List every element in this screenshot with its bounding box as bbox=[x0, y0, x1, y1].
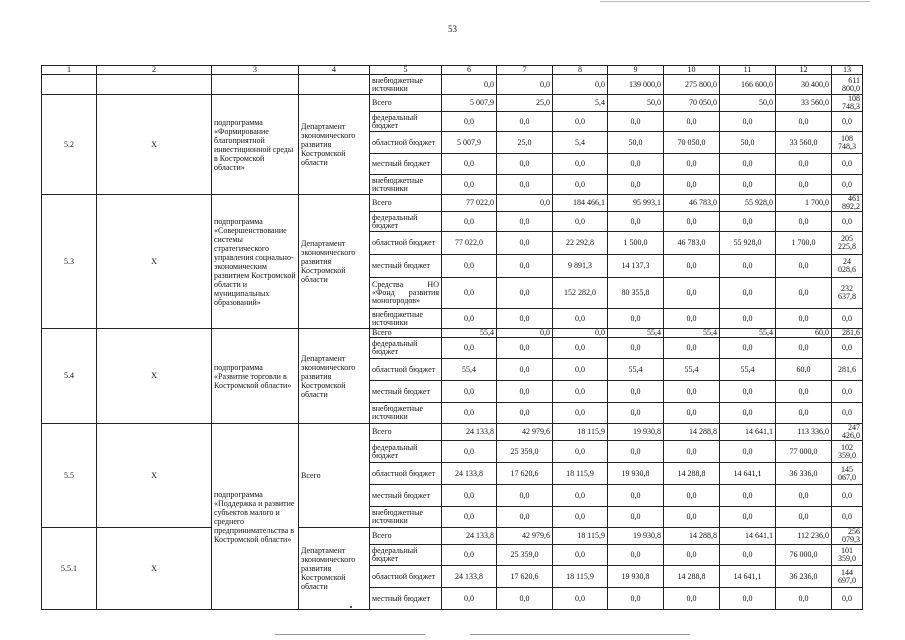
value-cell: 0,0 bbox=[442, 338, 497, 359]
executor-name: Департамент экономического развития Костромской области bbox=[299, 329, 370, 424]
value-cell: 0,0 bbox=[553, 507, 608, 528]
value-cell: 0,0 bbox=[776, 507, 832, 528]
column-header: 7 bbox=[497, 66, 553, 75]
funding-source-label: федеральный бюджет bbox=[370, 441, 442, 463]
value-cell: 145 067,0 bbox=[832, 463, 863, 485]
value-cell: 19 930,8 bbox=[608, 424, 664, 441]
value-cell: 0,0 bbox=[664, 212, 720, 232]
column-header: 5 bbox=[370, 66, 442, 75]
value-cell: 281,6 bbox=[832, 359, 863, 381]
value-cell: 42 979,6 bbox=[497, 424, 553, 441]
value-cell: 0,0 bbox=[832, 507, 863, 528]
value-cell: 70 050,0 bbox=[664, 132, 720, 154]
funding-source-label: Всего bbox=[370, 424, 442, 441]
value-cell: 0,0 bbox=[776, 255, 832, 278]
value-cell: 0,0 bbox=[497, 175, 553, 195]
funding-source-label: Всего bbox=[370, 95, 442, 112]
value-cell: 0,0 bbox=[553, 588, 608, 610]
table-row bbox=[42, 329, 863, 338]
value-cell: 0,0 bbox=[553, 329, 608, 338]
funding-source-label: федеральный бюджет bbox=[370, 112, 442, 132]
value-cell: 113 336,0 bbox=[776, 424, 832, 441]
value-cell: 0,0 bbox=[832, 485, 863, 507]
value-cell: 14 641,1 bbox=[720, 463, 776, 485]
value-cell: 0,0 bbox=[776, 154, 832, 175]
column-header: 12 bbox=[776, 66, 832, 75]
value-cell: 0,0 bbox=[608, 507, 664, 528]
value-cell: 55,4 bbox=[608, 359, 664, 381]
value-cell: 33 560,0 bbox=[776, 95, 832, 112]
value-cell: 247 426,0 bbox=[832, 424, 863, 441]
value-cell: 0,0 bbox=[664, 175, 720, 195]
value-cell: 0,0 bbox=[776, 112, 832, 132]
value-cell: 1 700,0 bbox=[776, 232, 832, 255]
value-cell: 50,0 bbox=[608, 95, 664, 112]
column-header: 10 bbox=[664, 66, 720, 75]
table-row bbox=[42, 95, 863, 112]
top-rule bbox=[600, 1, 870, 2]
value-cell: 60,0 bbox=[776, 329, 832, 338]
value-cell: 50,0 bbox=[720, 95, 776, 112]
value-cell: 0,0 bbox=[442, 485, 497, 507]
value-cell: 14 641,1 bbox=[720, 528, 776, 545]
value-cell: 0,0 bbox=[776, 175, 832, 195]
value-cell: 0,0 bbox=[497, 359, 553, 381]
value-cell: 18 115,9 bbox=[553, 566, 608, 588]
value-cell: 0,0 bbox=[442, 588, 497, 610]
value-cell: 18 115,9 bbox=[553, 424, 608, 441]
value-cell: 0,0 bbox=[720, 588, 776, 610]
value-cell: 0,0 bbox=[664, 112, 720, 132]
value-cell: 0,0 bbox=[608, 112, 664, 132]
value-cell: 17 620,6 bbox=[497, 566, 553, 588]
value-cell: 24 028,6 bbox=[832, 255, 863, 278]
value-cell: 0,0 bbox=[442, 212, 497, 232]
value-cell: 0,0 bbox=[553, 75, 608, 95]
value-cell: 108 748,3 bbox=[832, 132, 863, 154]
value-cell: 0,0 bbox=[553, 381, 608, 403]
value-cell: 0,0 bbox=[608, 403, 664, 424]
value-cell: 0,0 bbox=[664, 507, 720, 528]
column-header: 6 bbox=[442, 66, 497, 75]
value-cell: 0,0 bbox=[497, 329, 553, 338]
value-cell: 50,0 bbox=[720, 132, 776, 154]
value-cell: 5,4 bbox=[553, 132, 608, 154]
funding-source-label: федеральный бюджет bbox=[370, 212, 442, 232]
value-cell: 77 000,0 bbox=[776, 441, 832, 463]
value-cell: 0,0 bbox=[720, 507, 776, 528]
executor-name: Департамент экономического развития Костромской области bbox=[299, 528, 370, 610]
value-cell: 36 236,0 bbox=[776, 566, 832, 588]
value-cell: 0,0 bbox=[497, 212, 553, 232]
value-cell: 60,0 bbox=[776, 359, 832, 381]
value-cell: 0,0 bbox=[832, 381, 863, 403]
value-cell: 55,4 bbox=[720, 329, 776, 338]
value-cell: 139 000,0 bbox=[608, 75, 664, 95]
value-cell: 0,0 bbox=[497, 154, 553, 175]
value-cell: 0,0 bbox=[776, 212, 832, 232]
value-cell: 95 993,1 bbox=[608, 195, 664, 212]
column-header: 13 bbox=[832, 66, 863, 75]
value-cell: 0,0 bbox=[608, 545, 664, 566]
funding-source-label: местный бюджет bbox=[370, 588, 442, 610]
value-cell: 19 930,8 bbox=[608, 463, 664, 485]
value-cell: 0,0 bbox=[720, 309, 776, 329]
column-header: 2 bbox=[97, 66, 212, 75]
value-cell: 611 800,0 bbox=[832, 75, 863, 95]
item-number: 5.4 bbox=[42, 329, 97, 424]
value-cell: 0,0 bbox=[720, 112, 776, 132]
header-row bbox=[42, 66, 863, 75]
value-cell: 25,0 bbox=[497, 132, 553, 154]
value-cell: 0,0 bbox=[720, 381, 776, 403]
value-cell: 0,0 bbox=[832, 212, 863, 232]
value-cell: 0,0 bbox=[664, 338, 720, 359]
item-number: 5.3 bbox=[42, 195, 97, 329]
value-cell: 25 359,0 bbox=[497, 441, 553, 463]
value-cell: 0,0 bbox=[720, 441, 776, 463]
value-cell: 14 288,8 bbox=[664, 566, 720, 588]
value-cell: 24 133,8 bbox=[442, 424, 497, 441]
value-cell: 0,0 bbox=[442, 154, 497, 175]
value-cell: 77 022,0 bbox=[442, 232, 497, 255]
value-cell: 281,6 bbox=[832, 329, 863, 338]
value-cell: 166 600,0 bbox=[720, 75, 776, 95]
subprogram-name: подпрограмма «Поддержка и развитие субъектов малого и среднего предпринимательства в Костромской области» bbox=[212, 424, 299, 610]
value-cell: 46 783,0 bbox=[664, 232, 720, 255]
value-cell: 0,0 bbox=[442, 75, 497, 95]
executor-name: Департамент экономического развития Костромской области bbox=[299, 195, 370, 329]
value-cell: 0,0 bbox=[776, 309, 832, 329]
value-cell: 80 355,8 bbox=[608, 278, 664, 309]
value-cell: 0,0 bbox=[664, 441, 720, 463]
subprogram-name: подпрограмма «Совершенствование системы стратегического управления социально-экономическим развитием Костромской области и муниципальных образований» bbox=[212, 195, 299, 329]
value-cell: 461 892,2 bbox=[832, 195, 863, 212]
value-cell: 19 930,8 bbox=[608, 528, 664, 545]
item-number: 5.2 bbox=[42, 95, 97, 195]
funding-source-label: Средства НО «Фонд развития моногородов» bbox=[370, 278, 442, 309]
value-cell: 24 133,8 bbox=[442, 528, 497, 545]
value-cell: 0,0 bbox=[664, 309, 720, 329]
value-cell: 36 336,0 bbox=[776, 463, 832, 485]
value-cell: 22 292,8 bbox=[553, 232, 608, 255]
scan-speck bbox=[350, 606, 352, 608]
value-cell: 17 620,6 bbox=[497, 463, 553, 485]
executor-name: Департамент экономического развития Костромской области bbox=[299, 95, 370, 195]
value-cell: 0,0 bbox=[720, 154, 776, 175]
funding-source-label: областной бюджет bbox=[370, 359, 442, 381]
value-cell: 0,0 bbox=[832, 309, 863, 329]
column-header: 9 bbox=[608, 66, 664, 75]
value-cell: 0,0 bbox=[664, 588, 720, 610]
funding-source-label: внебюджетные источники bbox=[370, 309, 442, 329]
value-cell: 18 115,9 bbox=[553, 463, 608, 485]
value-cell: 0,0 bbox=[497, 403, 553, 424]
item-number: 5.5.1 bbox=[42, 528, 97, 610]
item-marker: Х bbox=[97, 528, 212, 610]
subprogram-name: подпрограмма «Развитие торговли в Костромской области» bbox=[212, 329, 299, 424]
value-cell: 70 050,0 bbox=[664, 95, 720, 112]
value-cell: 0,0 bbox=[497, 507, 553, 528]
value-cell: 33 560,0 bbox=[776, 132, 832, 154]
value-cell: 0,0 bbox=[442, 278, 497, 309]
funding-source-label: внебюджетные источники bbox=[370, 507, 442, 528]
value-cell: 0,0 bbox=[664, 255, 720, 278]
value-cell: 0,0 bbox=[664, 485, 720, 507]
value-cell: 0,0 bbox=[608, 441, 664, 463]
executor-name: Всего bbox=[299, 424, 370, 528]
value-cell: 0,0 bbox=[776, 381, 832, 403]
value-cell: 9 891,3 bbox=[553, 255, 608, 278]
item-marker: Х bbox=[97, 95, 212, 195]
value-cell: 25,0 bbox=[497, 95, 553, 112]
value-cell: 1 500,0 bbox=[608, 232, 664, 255]
column-header: 11 bbox=[720, 66, 776, 75]
table-row bbox=[42, 528, 863, 545]
col-2-cell bbox=[97, 75, 212, 95]
column-header: 1 bbox=[42, 66, 97, 75]
value-cell: 55,4 bbox=[720, 359, 776, 381]
value-cell: 14 641,1 bbox=[720, 566, 776, 588]
value-cell: 101 359,0 bbox=[832, 545, 863, 566]
value-cell: 0,0 bbox=[608, 485, 664, 507]
funding-source-label: областной бюджет bbox=[370, 232, 442, 255]
value-cell: 77 022,0 bbox=[442, 195, 497, 212]
value-cell: 0,0 bbox=[832, 338, 863, 359]
value-cell: 0,0 bbox=[832, 154, 863, 175]
value-cell: 0,0 bbox=[776, 278, 832, 309]
table-body bbox=[42, 66, 863, 610]
budget-table bbox=[41, 65, 863, 610]
value-cell: 0,0 bbox=[720, 338, 776, 359]
value-cell: 0,0 bbox=[720, 545, 776, 566]
value-cell: 0,0 bbox=[442, 112, 497, 132]
value-cell: 5 007,9 bbox=[442, 95, 497, 112]
value-cell: 0,0 bbox=[553, 359, 608, 381]
value-cell: 14 288,8 bbox=[664, 528, 720, 545]
value-cell: 152 282,0 bbox=[553, 278, 608, 309]
value-cell: 0,0 bbox=[497, 195, 553, 212]
funding-source-label: федеральный бюджет bbox=[370, 338, 442, 359]
value-cell: 275 800,0 bbox=[664, 75, 720, 95]
funding-source-label: областной бюджет bbox=[370, 132, 442, 154]
item-marker: Х bbox=[97, 424, 212, 528]
value-cell: 0,0 bbox=[608, 154, 664, 175]
funding-source-label: местный бюджет bbox=[370, 255, 442, 278]
value-cell: 0,0 bbox=[497, 278, 553, 309]
value-cell: 14 288,8 bbox=[664, 463, 720, 485]
value-cell: 0,0 bbox=[442, 403, 497, 424]
item-marker: Х bbox=[97, 329, 212, 424]
value-cell: 0,0 bbox=[497, 588, 553, 610]
value-cell: 0,0 bbox=[553, 545, 608, 566]
funding-source-label: внебюджетные источники bbox=[370, 75, 442, 95]
value-cell: 0,0 bbox=[664, 154, 720, 175]
value-cell: 0,0 bbox=[776, 485, 832, 507]
funding-source-label: областной бюджет bbox=[370, 463, 442, 485]
funding-source-label: федеральный бюджет bbox=[370, 545, 442, 566]
value-cell: 0,0 bbox=[608, 175, 664, 195]
value-cell: 24 133,8 bbox=[442, 566, 497, 588]
value-cell: 0,0 bbox=[442, 381, 497, 403]
value-cell: 0,0 bbox=[553, 212, 608, 232]
page-number: 53 bbox=[448, 24, 457, 34]
value-cell: 184 466,1 bbox=[553, 195, 608, 212]
item-number: 5.5 bbox=[42, 424, 97, 528]
subprogram-name: подпрограмма «Формирование благоприятной инвестиционной среды в Костромской области» bbox=[212, 95, 299, 195]
funding-source-label: Всего bbox=[370, 195, 442, 212]
value-cell: 55,4 bbox=[442, 329, 497, 338]
value-cell: 14 641,1 bbox=[720, 424, 776, 441]
value-cell: 18 115,9 bbox=[553, 528, 608, 545]
value-cell: 0,0 bbox=[553, 309, 608, 329]
bottom-rule bbox=[470, 634, 690, 635]
value-cell: 0,0 bbox=[832, 175, 863, 195]
value-cell: 144 697,0 bbox=[832, 566, 863, 588]
value-cell: 25 359,0 bbox=[497, 545, 553, 566]
value-cell: 5,4 bbox=[553, 95, 608, 112]
value-cell: 0,0 bbox=[608, 309, 664, 329]
funding-source-label: местный бюджет bbox=[370, 154, 442, 175]
value-cell: 14 137,3 bbox=[608, 255, 664, 278]
column-header: 4 bbox=[299, 66, 370, 75]
value-cell: 0,0 bbox=[553, 338, 608, 359]
value-cell: 0,0 bbox=[608, 212, 664, 232]
table-row bbox=[42, 75, 863, 95]
value-cell: 232 637,8 bbox=[832, 278, 863, 309]
value-cell: 0,0 bbox=[497, 309, 553, 329]
funding-source-label: областной бюджет bbox=[370, 566, 442, 588]
value-cell: 0,0 bbox=[776, 403, 832, 424]
funding-source-label: Всего bbox=[370, 528, 442, 545]
col-1-cell bbox=[42, 75, 97, 95]
value-cell: 112 236,0 bbox=[776, 528, 832, 545]
value-cell: 0,0 bbox=[664, 545, 720, 566]
value-cell: 0,0 bbox=[664, 403, 720, 424]
value-cell: 0,0 bbox=[497, 112, 553, 132]
value-cell: 0,0 bbox=[442, 507, 497, 528]
value-cell: 0,0 bbox=[553, 441, 608, 463]
value-cell: 0,0 bbox=[832, 588, 863, 610]
funding-source-label: внебюджетные источники bbox=[370, 175, 442, 195]
table-row bbox=[42, 195, 863, 212]
value-cell: 102 359,0 bbox=[832, 441, 863, 463]
value-cell: 0,0 bbox=[553, 403, 608, 424]
value-cell: 0,0 bbox=[553, 154, 608, 175]
value-cell: 55,4 bbox=[664, 329, 720, 338]
value-cell: 0,0 bbox=[720, 403, 776, 424]
column-header: 3 bbox=[212, 66, 299, 75]
value-cell: 0,0 bbox=[553, 175, 608, 195]
value-cell: 0,0 bbox=[776, 588, 832, 610]
value-cell: 24 133,8 bbox=[442, 463, 497, 485]
value-cell: 108 748,3 bbox=[832, 95, 863, 112]
funding-source-label: местный бюджет bbox=[370, 485, 442, 507]
value-cell: 0,0 bbox=[608, 338, 664, 359]
value-cell: 0,0 bbox=[720, 278, 776, 309]
value-cell: 205 225,8 bbox=[832, 232, 863, 255]
value-cell: 0,0 bbox=[497, 75, 553, 95]
col-3-cell bbox=[212, 75, 299, 95]
value-cell: 0,0 bbox=[832, 112, 863, 132]
value-cell: 0,0 bbox=[776, 338, 832, 359]
value-cell: 0,0 bbox=[442, 545, 497, 566]
value-cell: 0,0 bbox=[664, 278, 720, 309]
value-cell: 0,0 bbox=[553, 112, 608, 132]
value-cell: 0,0 bbox=[497, 255, 553, 278]
value-cell: 256 079,3 bbox=[832, 528, 863, 545]
value-cell: 19 930,8 bbox=[608, 566, 664, 588]
value-cell: 0,0 bbox=[608, 588, 664, 610]
value-cell: 0,0 bbox=[832, 403, 863, 424]
value-cell: 42 979,6 bbox=[497, 528, 553, 545]
value-cell: 50,0 bbox=[608, 132, 664, 154]
value-cell: 0,0 bbox=[497, 381, 553, 403]
value-cell: 0,0 bbox=[608, 381, 664, 403]
value-cell: 55,4 bbox=[664, 359, 720, 381]
funding-source-label: внебюджетные источники bbox=[370, 403, 442, 424]
value-cell: 0,0 bbox=[442, 309, 497, 329]
value-cell: 14 288,8 bbox=[664, 424, 720, 441]
value-cell: 30 400,0 bbox=[776, 75, 832, 95]
value-cell: 0,0 bbox=[720, 255, 776, 278]
item-marker: Х bbox=[97, 195, 212, 329]
value-cell: 0,0 bbox=[720, 485, 776, 507]
value-cell: 5 007,9 bbox=[442, 132, 497, 154]
value-cell: 0,0 bbox=[720, 212, 776, 232]
value-cell: 0,0 bbox=[442, 175, 497, 195]
value-cell: 55 928,0 bbox=[720, 232, 776, 255]
value-cell: 0,0 bbox=[497, 232, 553, 255]
value-cell: 0,0 bbox=[553, 485, 608, 507]
value-cell: 1 700,0 bbox=[776, 195, 832, 212]
value-cell: 0,0 bbox=[497, 485, 553, 507]
col-4-cell bbox=[299, 75, 370, 95]
value-cell: 0,0 bbox=[442, 255, 497, 278]
value-cell: 55,4 bbox=[442, 359, 497, 381]
column-header: 8 bbox=[553, 66, 608, 75]
table-row bbox=[42, 424, 863, 441]
value-cell: 0,0 bbox=[497, 338, 553, 359]
value-cell: 46 783,0 bbox=[664, 195, 720, 212]
value-cell: 0,0 bbox=[720, 175, 776, 195]
funding-source-label: Всего bbox=[370, 329, 442, 338]
value-cell: 76 000,0 bbox=[776, 545, 832, 566]
funding-source-label: местный бюджет bbox=[370, 381, 442, 403]
value-cell: 55,4 bbox=[608, 329, 664, 338]
bottom-rule bbox=[275, 634, 425, 635]
value-cell: 55 928,0 bbox=[720, 195, 776, 212]
value-cell: 0,0 bbox=[442, 441, 497, 463]
value-cell: 0,0 bbox=[664, 381, 720, 403]
